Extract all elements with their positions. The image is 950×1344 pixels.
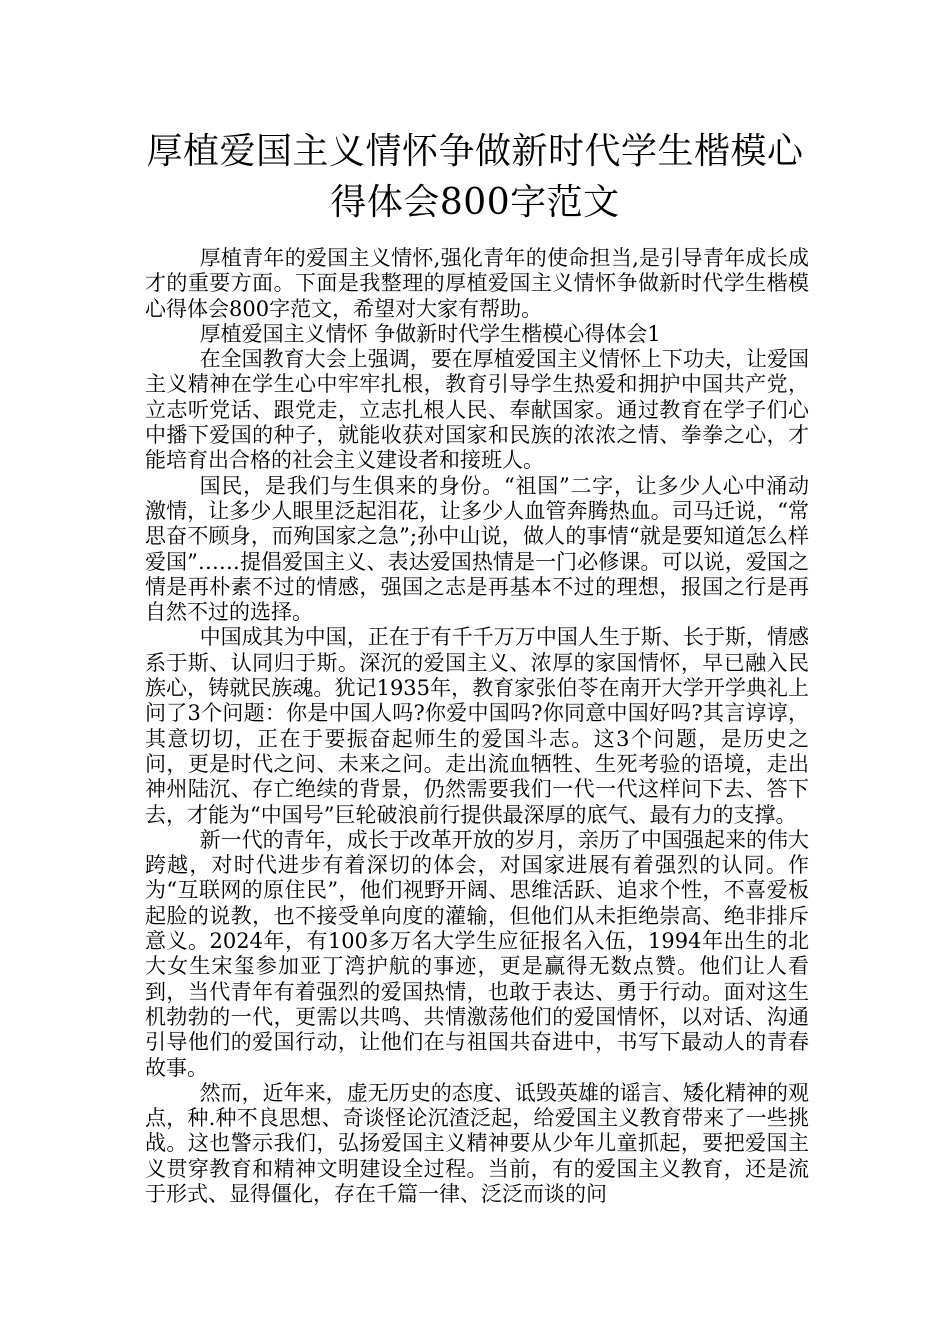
body-paragraph: 中国成其为中国，正在于有千千万万中国人生于斯、长于斯，情感系于斯、认同归于斯。深沉的爱国主义、浓厚的家国情怀，早已融入民族心，铸就民族魂。犹记1935年，教育家张伯苓在南开大学开学典礼上问了3个问题：你是中国人吗?你爱中国吗?你同意中国好吗?其言谆谆，其意切切，正在于要振奋起师生的爱国斗志。这3个问题，是历史之问，更是时代之问、未来之问。走出流血牺牲、生死考验的语境，走出神州陆沉、存亡绝续的背景，仍然需要我们一代一代这样问下去、答下去，才能为“中国号”巨轮破浪前行提供最深厚的底气、最有力的支撑。 [145, 625, 809, 827]
title-line-1: 厚植爱国主义情怀争做新时代学生楷模心 [146, 131, 804, 172]
document-title [140, 126, 810, 228]
body-paragraph: 新一代的青年，成长于改革开放的岁月，亲历了中国强起来的伟大跨越，对时代进步有着深切的体会，对国家进展有着强烈的认同。作为“互联网的原住民”，他们视野开阔、思维活跃、追求个性，不喜爱板起脸的说教，也不接受单向度的灌输，但他们从未拒绝崇高、绝非排斥意义。2024年，有100多万名大学生应征报名入伍，1994年出生的北大女生宋玺参加亚丁湾护航的事迹，更是赢得无数点赞。他们让人看到，当代青年有着强烈的爱国热情，也敢于表达、勇于行动。面对这生机勃勃的一代，更需以共鸣、共情激荡他们的爱国情怀，以对话、沟通引导他们的爱国行动，让他们在与祖国共奋进中，书写下最动人的青春故事。 [145, 827, 809, 1080]
title-line-2: 得体会800字范文 [330, 182, 620, 223]
body-paragraph: 国民，是我们与生俱来的身份。“祖国”二字，让多少人心中涌动激情，让多少人眼里泛起泪花，让多少人血管奔腾热血。司马迁说，“常思奋不顾身，而殉国家之急”;孙中山说，做人的事情“就是要知道怎么样爱国”……提倡爱国主义、表达爱国热情是一门必修课。可以说，爱国之情是再朴素不过的情感，强国之志是再基本不过的理想，报国之行是再自然不过的选择。 [145, 473, 809, 625]
body-paragraph: 在全国教育大会上强调，要在厚植爱国主义情怀上下功夫，让爱国主义精神在学生心中牢牢扎根，教育引导学生热爱和拥护中国共产党，立志听党话、跟党走，立志扎根人民、奉献国家。通过教育在学子们心中播下爱国的种子，就能收获对国家和民族的浓浓之情、拳拳之心，才能培育出合格的社会主义建设者和接班人。 [145, 347, 809, 473]
document-body [145, 246, 809, 1207]
body-paragraph: 然而，近年来，虚无历史的态度、诋毁英雄的谣言、矮化精神的观点，种.种不良思想、奇谈怪论沉渣泛起，给爱国主义教育带来了一些挑战。这也警示我们，弘扬爱国主义精神要从少年儿童抓起，要把爱国主义贯穿教育和精神文明建设全过程。当前，有的爱国主义教育，还是流于形式、显得僵化，存在千篇一律、泛泛而谈的问 [145, 1080, 809, 1206]
intro-paragraph: 厚植青年的爱国主义情怀,强化青年的使命担当,是引导青年成长成才的重要方面。下面是我整理的厚植爱国主义情怀争做新时代学生楷模心得体会800字范文，希望对大家有帮助。 [145, 246, 809, 321]
section-heading: 厚植爱国主义情怀 争做新时代学生楷模心得体会1 [199, 321, 661, 346]
